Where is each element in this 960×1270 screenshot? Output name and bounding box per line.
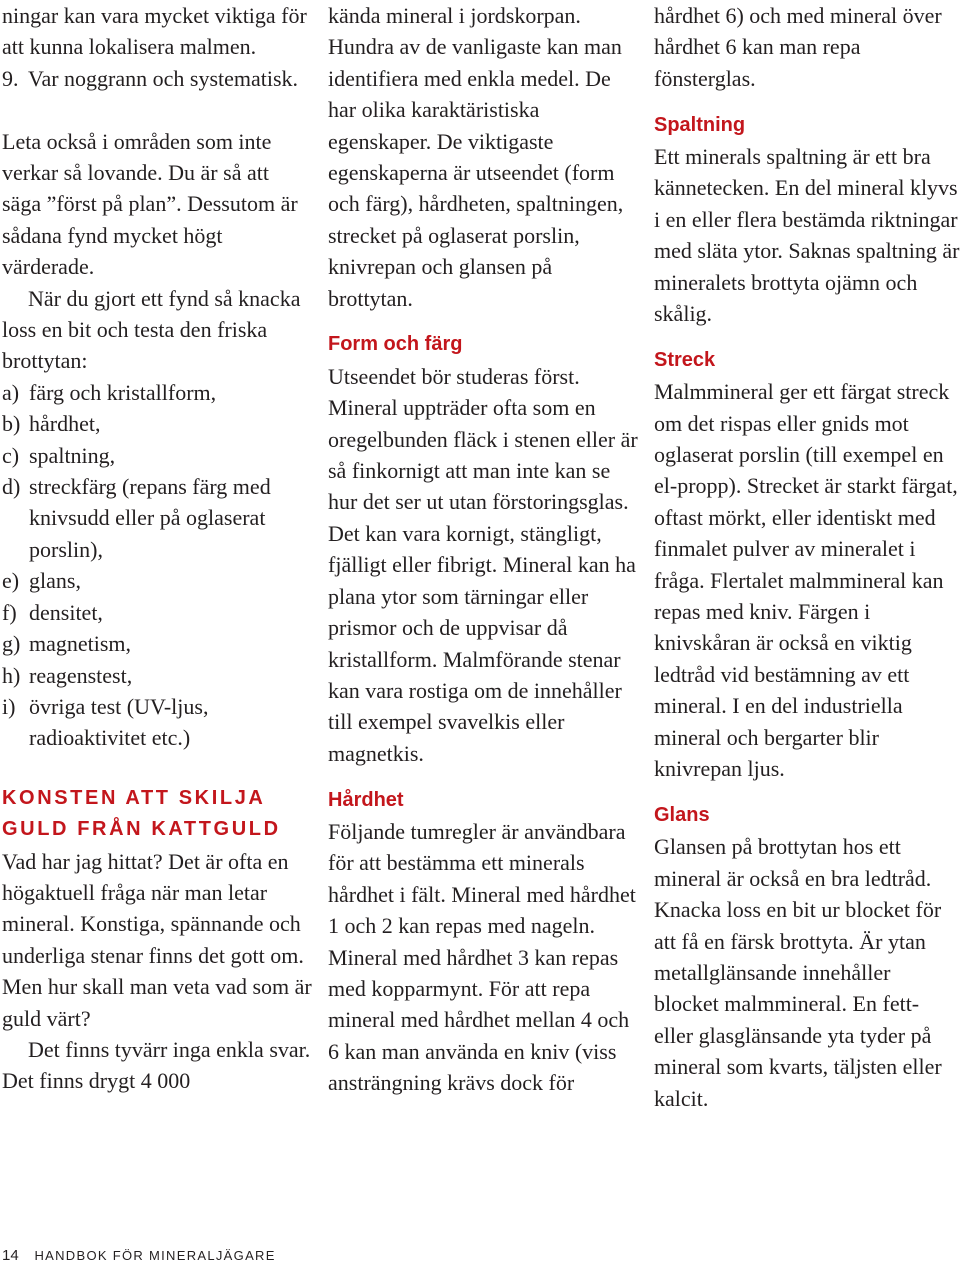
subheading-streck: Streck <box>654 348 716 371</box>
page-number: 14 <box>2 1247 19 1264</box>
list-text: magnetism, <box>29 631 132 657</box>
list-text: densitet, <box>29 599 103 625</box>
subheading-spaltning: Spaltning <box>654 113 746 136</box>
list-item <box>2 377 312 408</box>
running-title: HANDBOK FÖR MINERALJÄGARE <box>34 1248 276 1263</box>
paragraph-what-found: Vad har jag hittat? Det är ofta en högaktuell fråga när man letar mineral. Konstiga, spännande och underliga stenar finns det gott om. Men hur skall man veta vad som är guld värt? <box>2 848 312 1031</box>
list-marker: a) <box>2 379 20 405</box>
list-text: övriga test (UV-ljus, radioaktivitet etc.) <box>29 693 209 751</box>
paragraph-known-minerals: kända mineral i jordskorpan. Hundra av de vanligaste kan man identifiera med enkla medel. De har olika karaktäristiska egenskaper. De viktigaste egenskaperna är utseendet (form och färg), hårdheten, spaltningen, strecket på oglaserat porslin, knivrepan och glansen på brottytan. <box>328 3 624 311</box>
list-text: reagenstest, <box>29 662 133 688</box>
section-heading: KONSTEN ATT SKILJA GULD FRÅN KATTGULD <box>2 786 281 841</box>
paragraph-hardhet: Följande tumregler är användbara för att bestämma ett minerals hårdhet i fält. Mineral med hårdhet 1 och 2 kan repas med nageln. Mineral med hårdhet 3 kan repas med kopparmynt. För att repa mineral med hårdhet mellan 4 och 6 kan man använda en kniv (viss ansträngning krävs dock för <box>328 818 636 1096</box>
paragraph-hardhet-continued: hårdhet 6) och med mineral över hårdhet 6 kan man repa fönsterglas. <box>654 3 942 91</box>
subheading-glans: Glans <box>654 803 710 826</box>
paragraph-look-elsewhere: Leta också i områden som inte verkar så lovande. Du är så att säga ”först på plan”. Dessutom är sådana fynd mycket högt värderade. <box>2 128 298 280</box>
column-left <box>2 0 312 1097</box>
list-item <box>2 565 312 596</box>
paragraph-no-simple-answers: Det finns tyvärr inga enkla svar. Det finns drygt 4 000 <box>2 1036 311 1094</box>
item-text: Var noggrann och systematisk. <box>28 65 299 91</box>
list-marker: b) <box>2 411 21 437</box>
list-marker: c) <box>2 442 20 468</box>
list-item <box>2 440 312 471</box>
paragraph-glans: Glansen på brottytan hos ett mineral är också en bra ledtråd. Knacka loss en bit ur blocket för att få en färsk brottyta. Är ytan metallglänsande innehåller blocket malmmineral. En fett- eller glasglänsande yta tyder på mineral som kvarts, täljsten eller kalcit. <box>654 834 942 1111</box>
paragraph-streck: Malmmineral ger ett färgat streck om det rispas eller gnids mot oglaserat porslin (till exempel en el-propp). Strecket är starkt färgat, oftast mörkt, eller identiskt med finmalet pulver av mineralet i fråga. Flertalet malmmineral kan repas med kniv. Färgen i knivskåran är också en viktig ledtråd vid bestämning av ett mineral. I en del industriella mineral och bergarter blir knivrepan ljus. <box>654 379 958 782</box>
subheading-hardhet: Hårdhet <box>328 788 404 811</box>
list-text: färg och kristallform, <box>29 379 217 405</box>
paragraph-spaltning: Ett minerals spaltning är ett bra kännetecken. En del mineral klyvs i en eller flera bestämda riktningar med släta ytor. Saknas spaltning är mineralets brottyta ojämn och skålig. <box>654 144 960 327</box>
list-marker: d) <box>2 474 21 500</box>
list-marker: e) <box>2 568 20 594</box>
column-right <box>654 0 960 1114</box>
list-item <box>2 660 312 691</box>
item-number: 9. <box>2 65 19 91</box>
paragraph-form-och-farg: Utseendet bör studeras först. Mineral uppträder ofta som en oregelbunden fläck i stenen eller är så finkornigt att man inte kan se hur det ser ut utan förstoringsglas. Det kan vara kornigt, stängligt, fjälligt eller fibrigt. Mineral kan ha plana ytor som tärningar eller prismor och de uppvisar då kristallform. Malmförande stenar kan vara rostiga om de innehåller till exempel svavelkis eller magnetkis. <box>328 363 638 766</box>
list-item <box>2 628 312 659</box>
subheading-form-och-farg: Form och färg <box>328 333 463 356</box>
intro-continuation: ningar kan vara mycket viktiga för att kunna lokalisera malmen. <box>2 3 307 60</box>
numbered-item-9 <box>2 63 312 94</box>
list-item <box>2 471 312 565</box>
column-middle <box>328 0 640 1099</box>
list-text: streckfärg (repans färg med knivsudd eller på oglaserat porslin), <box>29 474 271 562</box>
list-text: glans, <box>29 568 81 594</box>
page-footer <box>2 1246 276 1266</box>
list-marker: f) <box>2 599 17 625</box>
list-item <box>2 597 312 628</box>
test-list <box>2 377 312 754</box>
list-text: hårdhet, <box>29 411 101 437</box>
list-item <box>2 408 312 439</box>
list-text: spaltning, <box>29 442 116 468</box>
list-marker: g) <box>2 631 21 657</box>
list-marker: h) <box>2 662 21 688</box>
list-item <box>2 691 312 754</box>
list-marker: i) <box>2 693 16 719</box>
paragraph-after-find: När du gjort ett fynd så knacka loss en bit och testa den friska brottytan: <box>2 285 301 374</box>
